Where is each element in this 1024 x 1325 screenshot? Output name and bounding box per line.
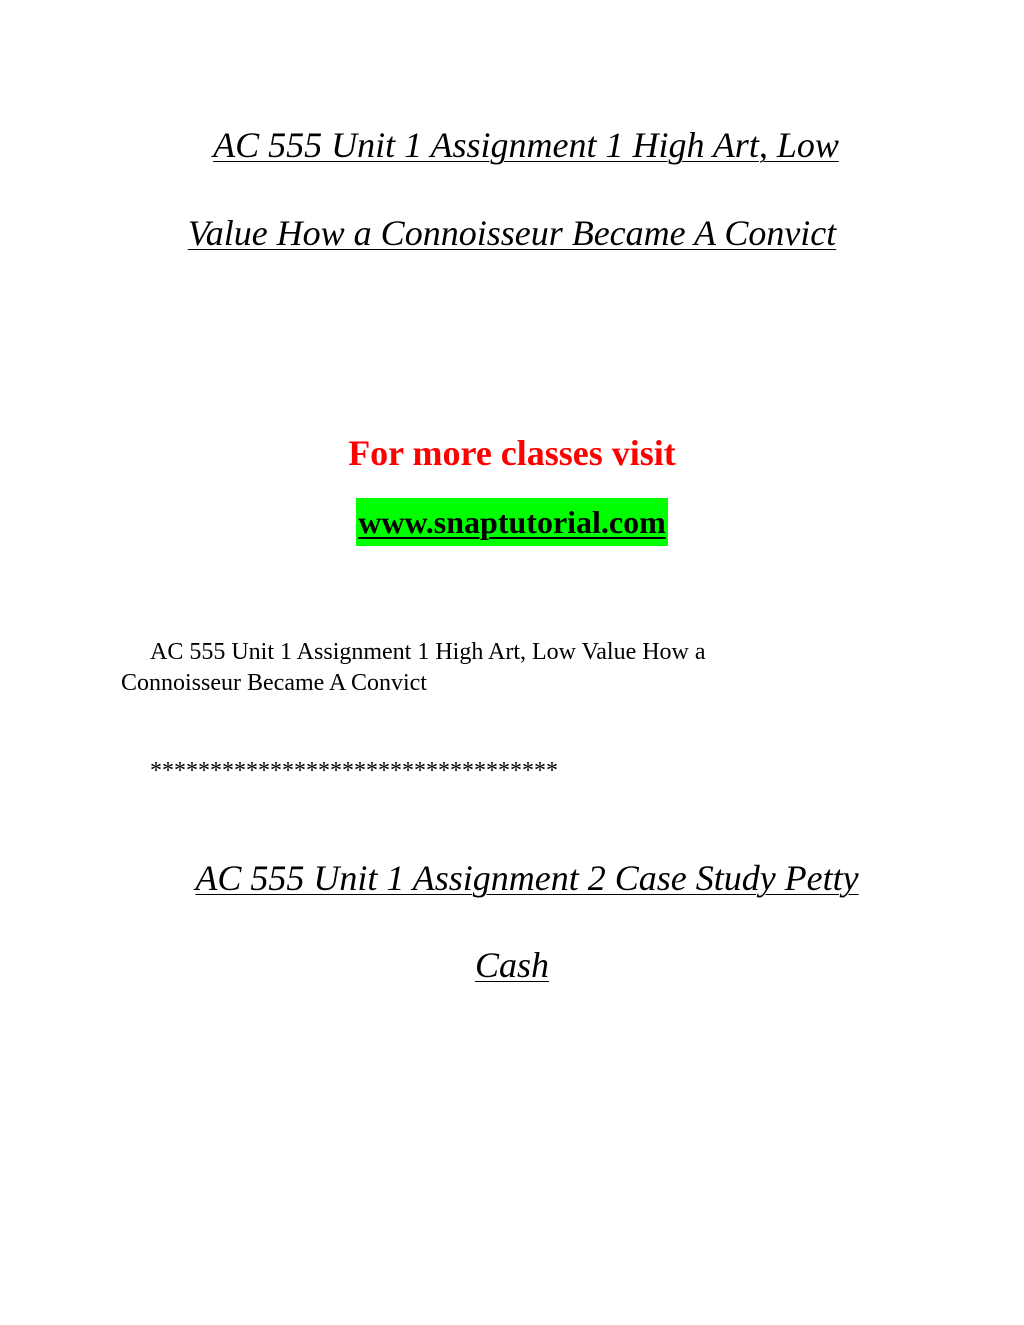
promo-link-container	[0, 498, 1024, 546]
website-link[interactable]: www.snaptutorial.com	[356, 498, 668, 546]
assignment1-title-text-2: Value How a Connoisseur Became A Convict	[187, 213, 837, 253]
promo-text: For more classes visit	[348, 433, 676, 473]
assignment2-title-text-2: Cash	[474, 945, 550, 985]
assignment2-title-line1	[15, 857, 1024, 899]
assignment1-description: AC 555 Unit 1 Assignment 1 High Art, Low Value How a Connoisseur Became A Convict	[121, 639, 706, 696]
assignment2-title-line2	[0, 944, 1024, 986]
assignment1-title-line1	[14, 124, 1024, 166]
separator-stars: **********************************	[150, 758, 558, 784]
assignment1-title-text-1: AC 555 Unit 1 Assignment 1 High Art, Low	[213, 125, 839, 165]
assignment2-title-text-1: AC 555 Unit 1 Assignment 2 Case Study Petty	[195, 858, 859, 898]
assignment1-title-line2	[0, 212, 1024, 254]
